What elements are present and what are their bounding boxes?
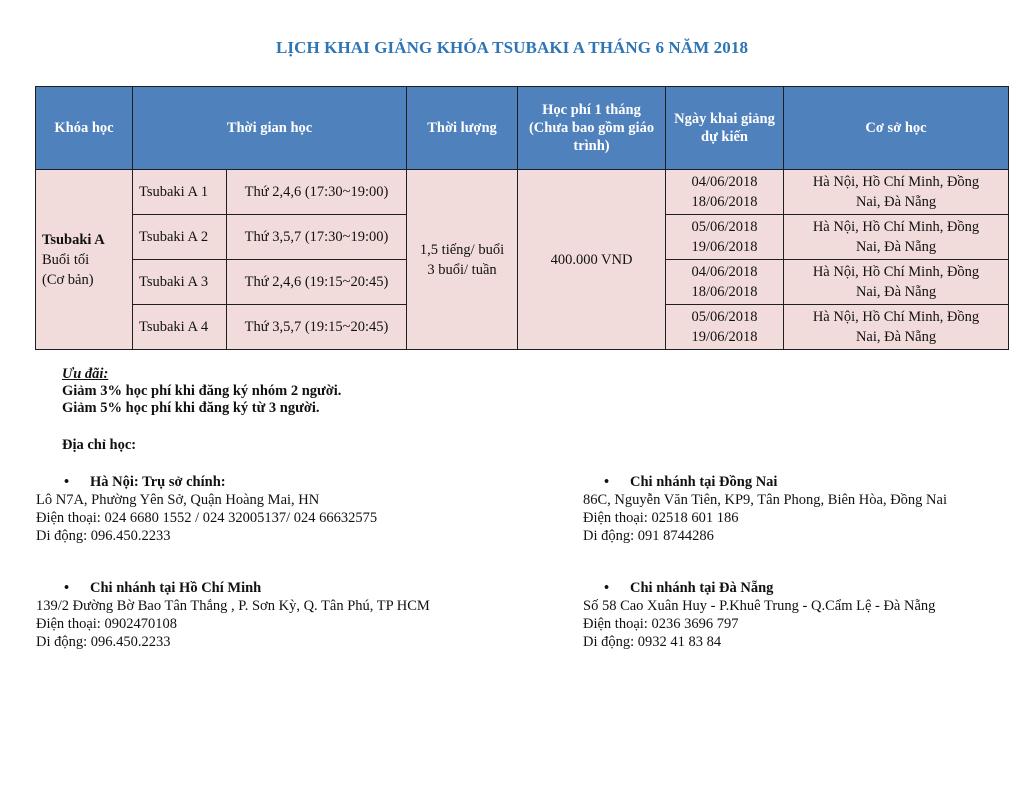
offer-item: Giảm 5% học phí khi đăng ký từ 3 người. — [62, 400, 320, 416]
branch-address: 86C, Nguyễn Văn Tiên, KP9, Tân Phong, Biên Hòa, Đồng Nai — [583, 492, 947, 508]
header-duration: Thời lượng — [407, 87, 518, 170]
location-line: Nai, Đà Nẵng — [855, 194, 937, 210]
offer-item: Giảm 3% học phí khi đăng ký nhóm 2 người. — [62, 383, 342, 399]
start-date: 04/06/2018 — [691, 264, 758, 280]
bullet-icon: • — [64, 474, 70, 490]
start-dates — [666, 170, 784, 215]
branch-phone: Điện thoại: 0236 3696 797 — [583, 616, 739, 632]
class-schedule: Thứ 3,5,7 (17:30~19:00) — [227, 215, 407, 260]
class-name: Tsubaki A 4 — [133, 305, 227, 350]
branch-mobile: Di động: 0932 41 83 84 — [583, 634, 722, 650]
table-row — [36, 170, 1009, 215]
header-time: Thời gian học — [133, 87, 407, 170]
branch-name — [604, 473, 947, 491]
class-name: Tsubaki A 2 — [133, 215, 227, 260]
start-date: 05/06/2018 — [691, 309, 758, 325]
branch-address: 139/2 Đường Bờ Bao Tân Thắng , P. Sơn Kỳ, Q. Tân Phú, TP HCM — [36, 598, 430, 614]
branch-danang — [583, 579, 935, 651]
duration-per-session: 1,5 tiếng/ buổi — [419, 241, 505, 258]
header-location: Cơ sở học — [784, 87, 1009, 170]
page-title: LỊCH KHAI GIẢNG KHÓA TSUBAKI A THÁNG 6 NĂM 2018 — [275, 38, 749, 57]
header-course: Khóa học — [36, 87, 133, 170]
duration-cell — [407, 170, 518, 350]
location-line: Hà Nội, Hồ Chí Minh, Đồng — [812, 174, 980, 190]
branch-mobile: Di động: 091 8744286 — [583, 528, 714, 544]
location-line: Hà Nội, Hồ Chí Minh, Đồng — [812, 264, 980, 280]
start-dates — [666, 260, 784, 305]
bullet-icon: • — [604, 580, 610, 596]
start-date: 18/06/2018 — [691, 194, 758, 210]
header-start-date: Ngày khai giảng dự kiến — [666, 87, 784, 170]
header-row — [36, 87, 1009, 170]
location-line: Nai, Đà Nẵng — [855, 329, 937, 345]
offer-section — [62, 366, 341, 417]
address-title: Địa chỉ học: — [62, 437, 137, 453]
branch-dongnai — [583, 473, 947, 545]
class-schedule: Thứ 2,4,6 (17:30~19:00) — [227, 170, 407, 215]
start-date: 05/06/2018 — [691, 219, 758, 235]
location-line: Nai, Đà Nẵng — [855, 239, 937, 255]
header-fee: Học phí 1 tháng (Chưa bao gồm giáo trình) — [518, 87, 666, 170]
branch-address: Lô N7A, Phường Yên Sở, Quận Hoàng Mai, HN — [36, 492, 320, 508]
branch-name-text: Chi nhánh tại Đồng Nai — [630, 474, 778, 490]
fee-cell: 400.000 VND — [518, 170, 666, 350]
branch-name-text: Chi nhánh tại Hồ Chí Minh — [90, 580, 262, 596]
bullet-icon: • — [64, 580, 70, 596]
start-date: 19/06/2018 — [691, 239, 758, 255]
branch-name-text: Chi nhánh tại Đà Nẵng — [630, 580, 774, 596]
branch-hanoi — [36, 473, 377, 545]
class-schedule: Thứ 3,5,7 (19:15~20:45) — [227, 305, 407, 350]
location-cell — [784, 170, 1009, 215]
location-cell — [784, 260, 1009, 305]
location-cell — [784, 215, 1009, 260]
course-level: (Cơ bản) — [42, 271, 94, 288]
branch-name-text: Hà Nội: Trụ sở chính: — [90, 474, 226, 490]
start-date: 18/06/2018 — [691, 284, 758, 300]
course-cell — [36, 170, 133, 350]
branch-phone: Điện thoại: 0902470108 — [36, 616, 177, 632]
location-cell — [784, 305, 1009, 350]
schedule-table — [35, 86, 1009, 350]
location-line: Nai, Đà Nẵng — [855, 284, 937, 300]
course-session: Buổi tối — [42, 251, 90, 268]
start-dates — [666, 305, 784, 350]
branch-name — [604, 579, 935, 597]
branch-phone: Điện thoại: 02518 601 186 — [583, 510, 739, 526]
branch-name — [64, 473, 377, 491]
branch-mobile: Di động: 096.450.2233 — [36, 528, 171, 544]
location-line: Hà Nội, Hồ Chí Minh, Đồng — [812, 219, 980, 235]
start-date: 19/06/2018 — [691, 329, 758, 345]
duration-per-week: 3 buổi/ tuần — [427, 261, 497, 278]
branch-mobile: Di động: 096.450.2233 — [36, 634, 171, 650]
start-date: 04/06/2018 — [691, 174, 758, 190]
branch-address: Số 58 Cao Xuân Huy - P.Khuê Trung - Q.Cẩm Lệ - Đà Nẵng — [583, 598, 936, 614]
branch-hcm — [36, 579, 430, 651]
start-dates — [666, 215, 784, 260]
course-name: Tsubaki A — [42, 231, 105, 248]
class-name: Tsubaki A 1 — [133, 170, 227, 215]
class-schedule: Thứ 2,4,6 (19:15~20:45) — [227, 260, 407, 305]
offer-label: Ưu đãi: — [62, 366, 109, 382]
bullet-icon: • — [604, 474, 610, 490]
location-line: Hà Nội, Hồ Chí Minh, Đồng — [812, 309, 980, 325]
branch-name — [64, 579, 430, 597]
branch-phone: Điện thoại: 024 6680 1552 / 024 32005137/ 024 66632575 — [36, 510, 378, 526]
class-name: Tsubaki A 3 — [133, 260, 227, 305]
